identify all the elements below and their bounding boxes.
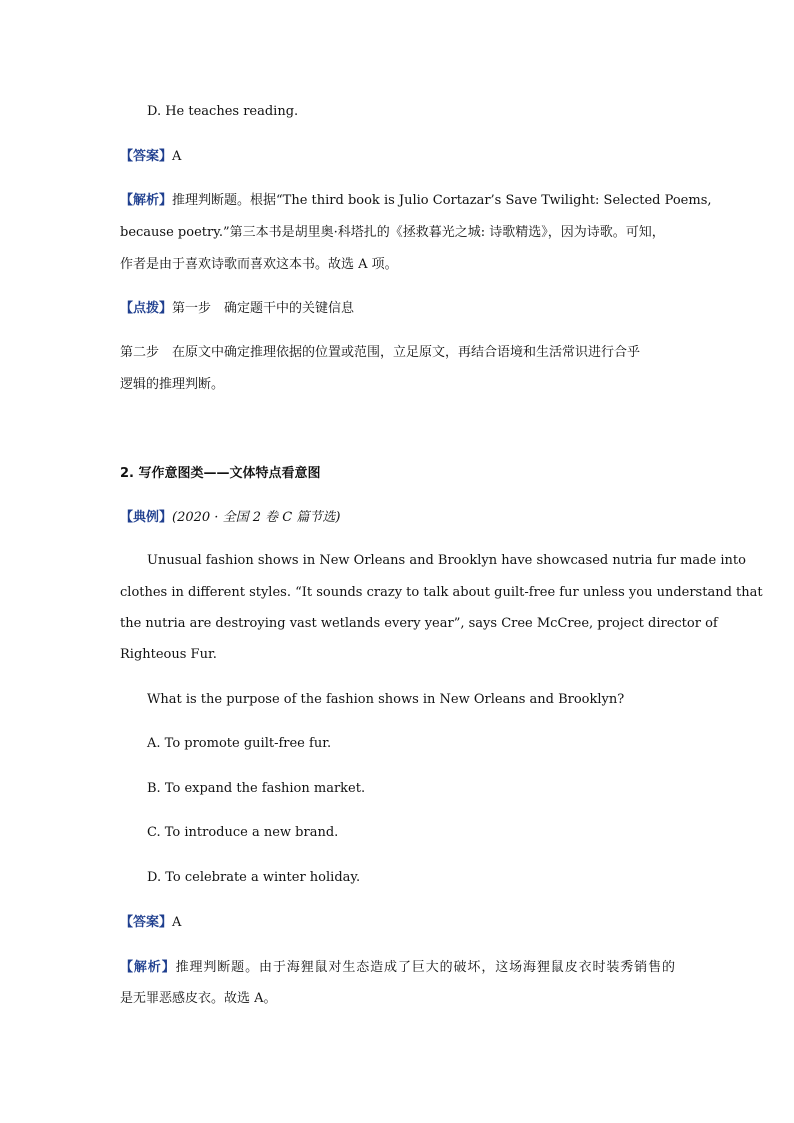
answer-tag: 【答案】 — [120, 915, 173, 930]
example-label — [120, 509, 340, 527]
q1-analysis-line2: because poetry.”第三本书是胡里奥·科塔扎的《拯救暮光之城: 诗歌精选》，因为诗歌。可知， — [120, 225, 665, 240]
q1-tip — [120, 300, 354, 318]
answer-value: A — [172, 149, 182, 164]
section-heading: 2. 写作意图类——文体特点看意图 — [120, 466, 321, 481]
q2-analysis-line2: 是无罪恶感皮衣。故选 A。 — [120, 991, 277, 1006]
q1-analysis-line3: 作者是由于喜欢诗歌而喜欢这本书。故选 A 项。 — [120, 257, 398, 272]
step2-line2: 逻辑的推理判断。 — [120, 377, 225, 392]
q2-option-a: A. To promote guilt-free fur. — [147, 736, 332, 751]
answer-value: A — [172, 915, 182, 930]
step2-line1: 第二步 在原文中确定推理依据的位置或范围，立足原文，再结合语境和生活常识进行合乎 — [120, 345, 641, 360]
q2-analysis-line1 — [120, 959, 675, 977]
q2-question: What is the purpose of the fashion shows in New Orleans and Brooklyn? — [147, 692, 625, 707]
analysis-tag: 【解析】 — [120, 960, 176, 975]
q2-option-b: B. To expand the fashion market. — [147, 781, 366, 796]
analysis-text: 推理判断题。根据“The third book is Julio Cortazar’s Save Twilight: Selected Poems, — [172, 193, 712, 208]
tip-text: 第一步 确定题干中的关键信息 — [172, 301, 355, 316]
q1-answer — [120, 148, 181, 166]
q1-analysis-line1 — [120, 192, 712, 210]
q2-option-c: C. To introduce a new brand. — [147, 825, 339, 840]
passage-line2: clothes in different styles. “It sounds crazy to talk about guilt-free fur unless you understand that — [120, 585, 763, 600]
q1-option-d: D. He teaches reading. — [147, 104, 299, 119]
analysis-text: 推理判断题。由于海狸鼠对生态造成了巨大的破坏，这场海狸鼠皮衣时装秀销售的 — [175, 960, 675, 975]
example-tag: 【典例】 — [120, 510, 173, 525]
answer-tag: 【答案】 — [120, 149, 173, 164]
passage-line1: Unusual fashion shows in New Orleans and Brooklyn have showcased nutria fur made into — [147, 553, 746, 568]
example-source: (2020 · 全国 2 卷 C 篇节选) — [172, 510, 341, 525]
q2-answer — [120, 914, 181, 932]
analysis-tag: 【解析】 — [120, 193, 173, 208]
q2-option-d: D. To celebrate a winter holiday. — [147, 870, 361, 885]
passage-line3: the nutria are destroying vast wetlands every year”, says Cree McCree, project director of — [120, 616, 718, 631]
tip-tag: 【点拨】 — [120, 301, 173, 316]
passage-line4: Righteous Fur. — [120, 647, 217, 662]
